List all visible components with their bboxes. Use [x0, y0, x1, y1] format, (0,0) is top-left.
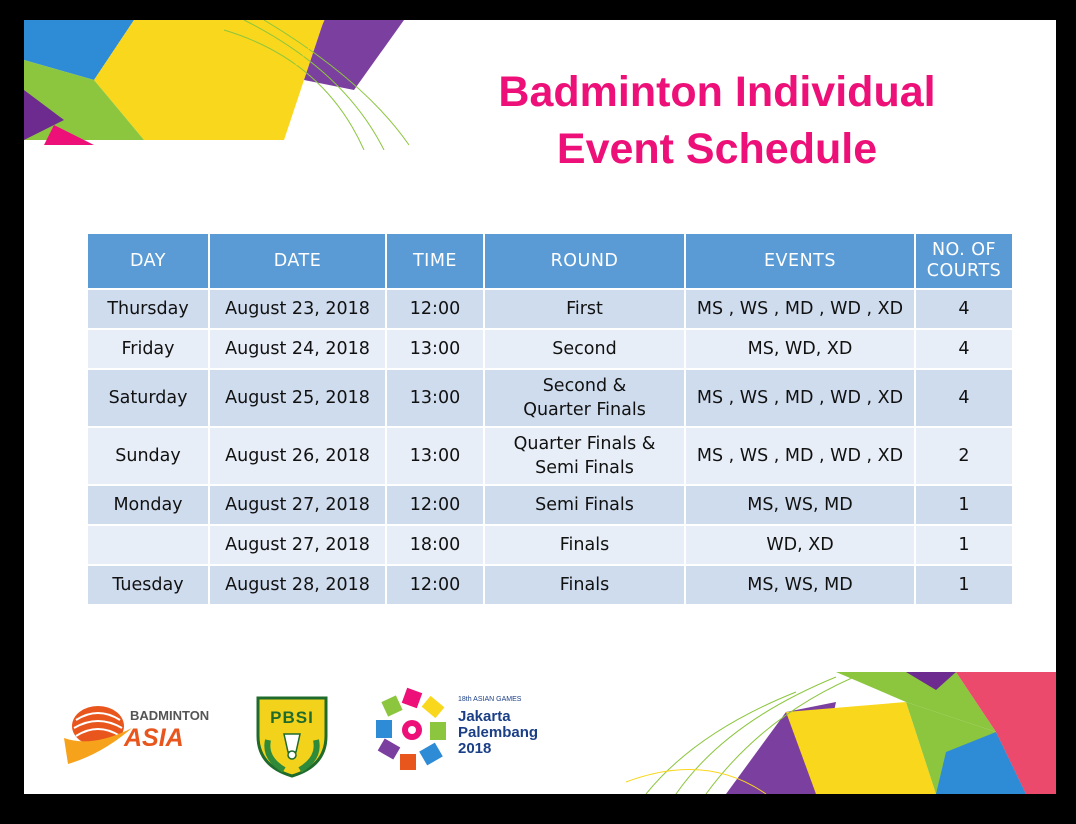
- badminton-asia-line-1: BADMINTON: [130, 708, 210, 723]
- cell-time: 12:00: [386, 485, 484, 525]
- table-row: [87, 525, 1013, 565]
- cell-date: August 27, 2018: [209, 485, 386, 525]
- table-row: [87, 565, 1013, 605]
- cell-date: August 28, 2018: [209, 565, 386, 605]
- cell-day: Sunday: [87, 427, 209, 485]
- slide: [24, 20, 1056, 794]
- cell-time: 12:00: [386, 289, 484, 329]
- pbsi-text: PBSI: [270, 708, 314, 727]
- cell-time: 13:00: [386, 427, 484, 485]
- header-courts-line-2: COURTS: [926, 261, 1002, 281]
- cell-round: First: [484, 289, 685, 329]
- cell-events: MS , WS , MD , WD , XD: [685, 427, 915, 485]
- header-day: DAY: [87, 233, 209, 289]
- cell-courts: 1: [915, 525, 1013, 565]
- cell-date: August 27, 2018: [209, 525, 386, 565]
- cell-round: Finals: [484, 525, 685, 565]
- asian-games-line-2: Palembang: [458, 724, 539, 741]
- cell-events: MS , WS , MD , WD , XD: [685, 369, 915, 427]
- table-header-row: [87, 233, 1013, 289]
- table-row: [87, 427, 1013, 485]
- cell-courts: 4: [915, 329, 1013, 369]
- cell-round-line-2: Quarter Finals: [523, 400, 646, 420]
- cell-date: August 25, 2018: [209, 369, 386, 427]
- cell-courts: 1: [915, 485, 1013, 525]
- cell-round-line-1: Second &: [542, 376, 627, 396]
- cell-round: Second: [484, 329, 685, 369]
- cell-time: 12:00: [386, 565, 484, 605]
- header-time: TIME: [386, 233, 484, 289]
- asian-games-logo: [374, 686, 564, 776]
- header-date: DATE: [209, 233, 386, 289]
- schedule-table: [86, 232, 1014, 606]
- energy-of-asia-emblem-icon: [374, 686, 454, 776]
- pbsi-logo: [254, 692, 330, 778]
- header-courts-line-1: NO. OF: [931, 240, 997, 260]
- table-row: [87, 289, 1013, 329]
- title-line-2: Event Schedule: [556, 125, 878, 173]
- header-events: EVENTS: [685, 233, 915, 289]
- cell-events: MS, WD, XD: [685, 329, 915, 369]
- cell-time: 13:00: [386, 329, 484, 369]
- cell-events: MS, WS, MD: [685, 565, 915, 605]
- cell-date: August 24, 2018: [209, 329, 386, 369]
- cell-day: Monday: [87, 485, 209, 525]
- cell-courts: 4: [915, 369, 1013, 427]
- badminton-asia-line-2: ASIA: [124, 724, 184, 752]
- cell-courts: 4: [915, 289, 1013, 329]
- cell-day: Tuesday: [87, 565, 209, 605]
- cell-round-line-1: Quarter Finals &: [513, 434, 656, 454]
- cell-date: August 23, 2018: [209, 289, 386, 329]
- cell-day: Saturday: [87, 369, 209, 427]
- cell-round: [484, 427, 685, 485]
- cell-round-line-2: Semi Finals: [535, 458, 634, 478]
- cell-day: [87, 525, 209, 565]
- cell-events: MS , WS , MD , WD , XD: [685, 289, 915, 329]
- asian-games-line-1: Jakarta: [458, 708, 511, 725]
- table-row: [87, 329, 1013, 369]
- cell-day: Friday: [87, 329, 209, 369]
- cell-events: MS, WS, MD: [685, 485, 915, 525]
- pbsi-emblem-icon: [254, 692, 330, 778]
- cell-courts: 2: [915, 427, 1013, 485]
- cell-day: Thursday: [87, 289, 209, 329]
- cell-time: 13:00: [386, 369, 484, 427]
- title-line-1: Badminton Individual: [498, 68, 936, 116]
- cell-courts: 1: [915, 565, 1013, 605]
- header-courts: [915, 233, 1013, 289]
- badminton-asia-logo: [62, 698, 222, 768]
- cell-events: WD, XD: [685, 525, 915, 565]
- asian-games-small-text: 18th ASIAN GAMES: [458, 696, 522, 703]
- bottom-right-decoration: [606, 672, 1056, 794]
- page-title: [424, 64, 1010, 178]
- cell-round: Finals: [484, 565, 685, 605]
- header-round: ROUND: [484, 233, 685, 289]
- shuttlecock-swoosh-icon: [62, 698, 132, 768]
- table-row: [87, 485, 1013, 525]
- top-left-decoration: [24, 20, 424, 150]
- cell-round: Semi Finals: [484, 485, 685, 525]
- asian-games-line-3: 2018: [458, 740, 492, 757]
- table-row: [87, 369, 1013, 427]
- cell-date: August 26, 2018: [209, 427, 386, 485]
- cell-time: 18:00: [386, 525, 484, 565]
- cell-round: [484, 369, 685, 427]
